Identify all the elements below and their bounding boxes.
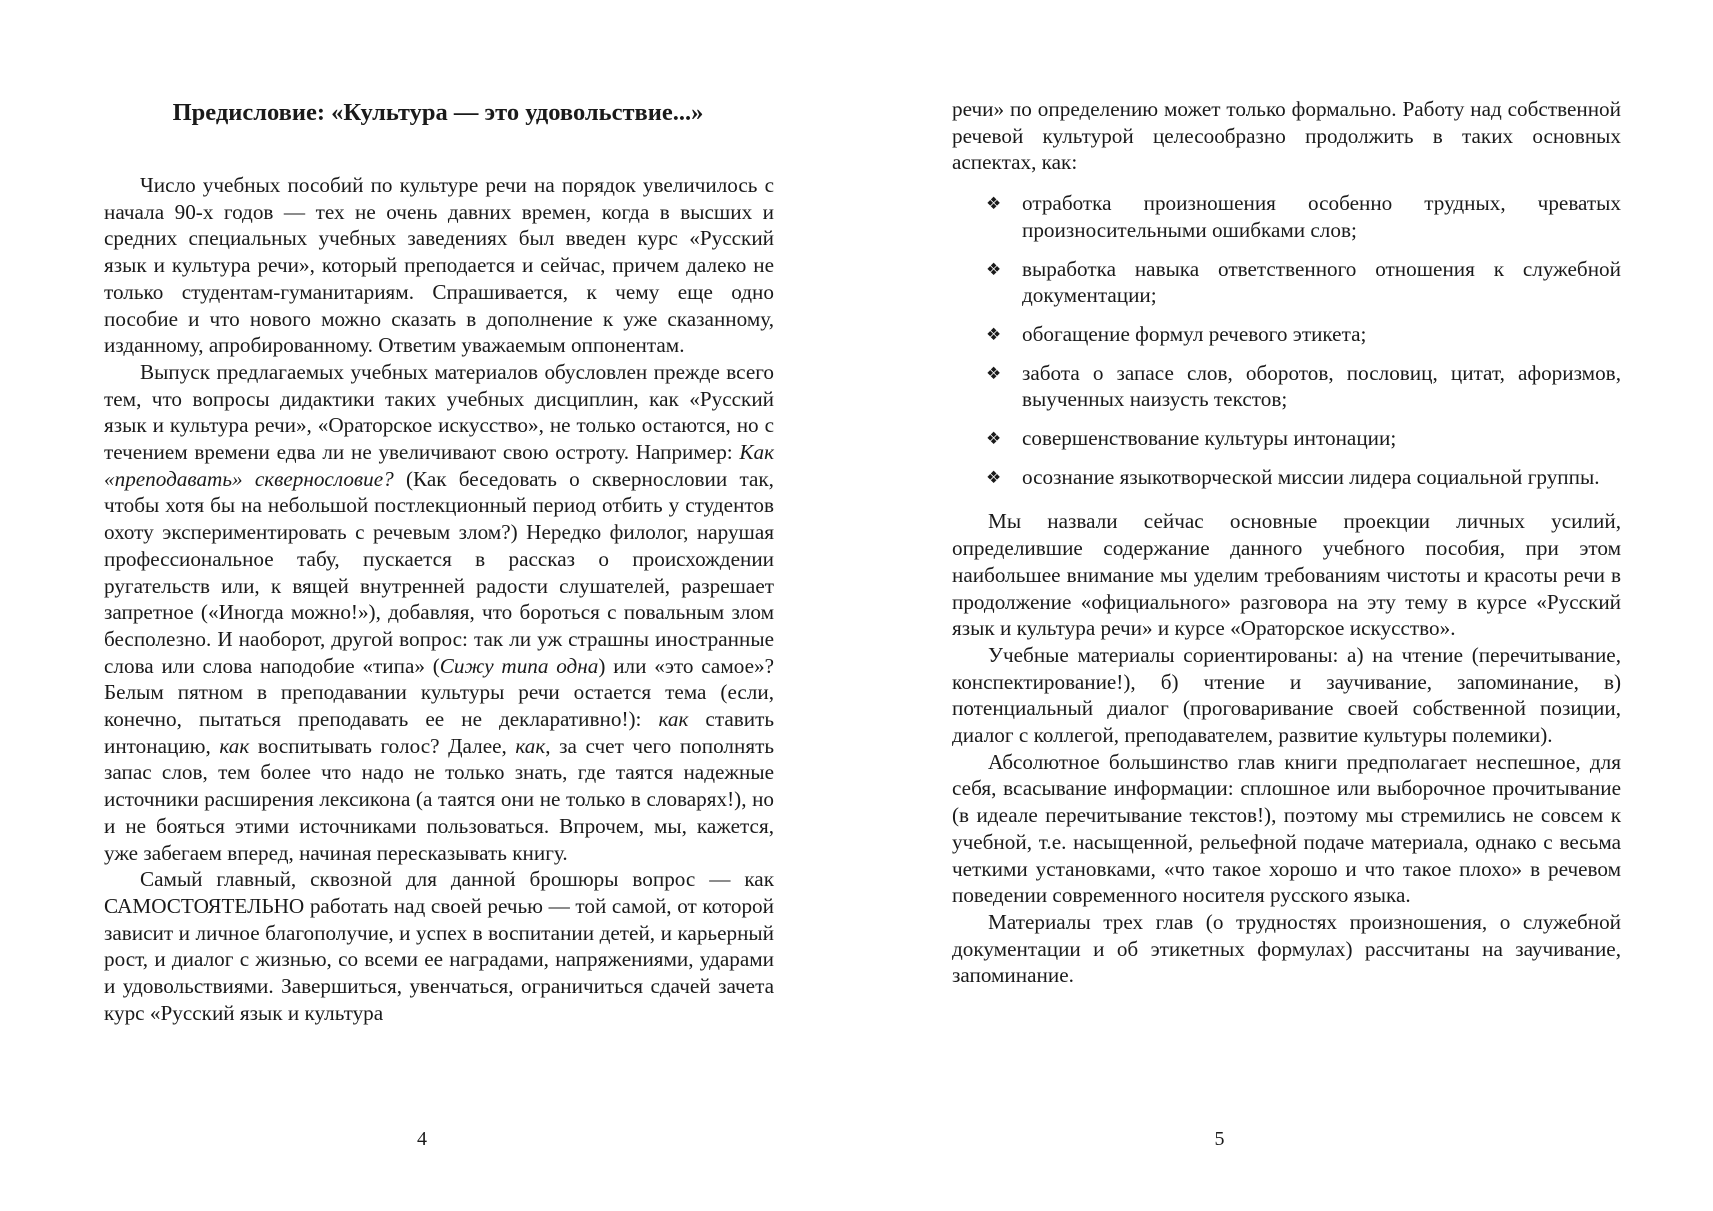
list-item [952, 464, 1621, 491]
list-item [952, 425, 1621, 452]
text-run: , за счет чего пополнять запас слов, тем более что надо не только знать, где таятся надежные источники расширения лексикона (а таятся они не только в словарях!), но и не бояться этими источниками пользоваться. Впрочем, мы, кажется, уже забегаем вперед, начиная пересказывать книгу. [104, 733, 775, 865]
bullet-icon: ❖ [986, 467, 1002, 488]
list-item [952, 360, 1621, 413]
bullet-icon: ❖ [986, 429, 1002, 450]
paragraph: Число учебных пособий по культуре речи на порядок увеличилось с начала 90-х годов — тех не очень давних времен, когда в высших и средних специальных учебных заведениях был введен курс «Русский язык и культура речи», который преподается и сейчас, причем далеко не только студентам-гуманитариям. Спрашивается, к чему еще одно пособие и что нового можно сказать в дополнение к уже сказанному, изданному, апробированному. Ответим уважаемым оппонентам. [104, 173, 774, 358]
bullet-icon: ❖ [986, 259, 1002, 280]
left-page [0, 0, 856, 1211]
italic-phrase: как [658, 707, 689, 732]
right-body-text [952, 96, 1621, 989]
list-item-text: выработка навыка ответственного отношения к служебной документации; [1022, 256, 1621, 308]
bullet-icon: ❖ [986, 363, 1002, 384]
text-run: (Как беседовать о сквернословии так, чтобы хотя бы на небольшой постлекционный период отбить у студентов охоту экспериментировать с речевым злом?) Нередко филолог, нарушая профессиональное табу, пускается в рассказ о происхождении ругательств или, к вящей внутренней радости слушателей, разрешает запретное («Иногда можно!»), добавляя, что бороться с повальным злом бесполезно. И наоборот, другой вопрос: так ли уж страшны иностранные слова или слова наподобие «типа» ( [104, 466, 774, 678]
page-number: 5 [1214, 1128, 1225, 1150]
italic-phrase: как [515, 733, 546, 758]
list-item-text: обогащение формул речевого этикета; [1022, 321, 1367, 346]
paragraph: Самый главный, сквозной для данной брошюры вопрос — как САМОСТОЯТЕЛЬНО работать над своей речью — той самой, от которой зависит и личное благополучие, и успех в воспитании детей, и карьерный рост, и диалог с жизнью, со всеми ее наградами, напряжениями, ударами и удовольствиями. Завершиться, увенчаться, ограничиться сдачей зачета курс «Русский язык и культура [104, 867, 774, 1025]
page-title: Предисловие: «Культура — это удовольствие...» [172, 99, 704, 126]
bullet-icon: ❖ [986, 324, 1002, 345]
bullet-list [952, 190, 1621, 490]
list-item-text: забота о запасе слов, оборотов, пословиц, цитат, афоризмов, выученных наизусть текстов; [1022, 360, 1621, 412]
paragraph: Абсолютное большинство глав книги предполагает неспешное, для себя, всасывание информации: сплошное или выборочное прочитывание (в идеале перечитывание текстов!), поэтому мы стремились не совсем к учебной, т.е. насыщенной, рельефной подаче материала, однако с весьма четкими установками, «что такое хорошо и что такое плохо» в речевом поведении современного носителя русского языка. [952, 749, 1621, 908]
list-item-text: отработка произношения особенно трудных, чреватых произносительными ошибками слов; [1022, 191, 1621, 242]
left-body-text [104, 172, 774, 1027]
list-item-text: осознание языкотворческой миссии лидера социальной группы. [1022, 464, 1600, 489]
bullet-icon: ❖ [986, 194, 1002, 215]
paragraph: Материалы трех глав (о трудностях произношения, о служебной документации и об этикетных формулах) рассчитаны на заучивание, запоминание. [952, 909, 1621, 988]
list-item [952, 256, 1621, 309]
paragraph [104, 359, 774, 866]
italic-phrase: как [219, 733, 250, 758]
italic-phrase: Сижу типа одна [439, 653, 599, 678]
italic-phrase: Как «преподавать» сквернословие? [104, 440, 774, 491]
right-page [856, 0, 1713, 1211]
text-run: воспитывать голос? Далее, [249, 733, 516, 758]
text-run: Выпуск предлагаемых учебных материалов обусловлен прежде всего тем, что вопросы дидактики таких учебных дисциплин, как «Русский язык и культура речи», «Ораторское искусство», не только остаются, но с течением времени едва ли не увеличивают свою остроту. Например: [104, 359, 774, 465]
paragraph: Учебные материалы сориентированы: а) на чтение (перечитывание, конспектирование!), б) чтение и заучивание, запоминание, в) потенциальный диалог (проговаривание своей собственной позиции, диалог с коллегой, преподавателем, развитие культуры полемики). [952, 642, 1621, 748]
text-run: ставить интонацию, [104, 707, 775, 758]
paragraph-continuation: речи» по определению может только формально. Работу над собственной речевой культурой целесообразно продолжить в таких основных аспектах, как: [952, 97, 1621, 175]
list-item-text: совершенствование культуры интонации; [1022, 426, 1397, 451]
list-item [952, 321, 1621, 348]
list-item [952, 190, 1621, 243]
text-run: ) или «это самое»? Белым пятном в преподавании культуры речи остается тема (если, конечно, пытаться преподавать ее не декларативно!): [104, 653, 775, 732]
paragraph: Мы назвали сейчас основные проекции личных усилий, определившие содержание данного учебного пособия, при этом наибольшее внимание мы уделим требованиям чистоты и красоты речи в продолжение «официального» разговора на эту тему в курсе «Русский язык и культура речи» и курсе «Ораторское искусство». [952, 509, 1621, 641]
page-number: 4 [417, 1128, 427, 1150]
